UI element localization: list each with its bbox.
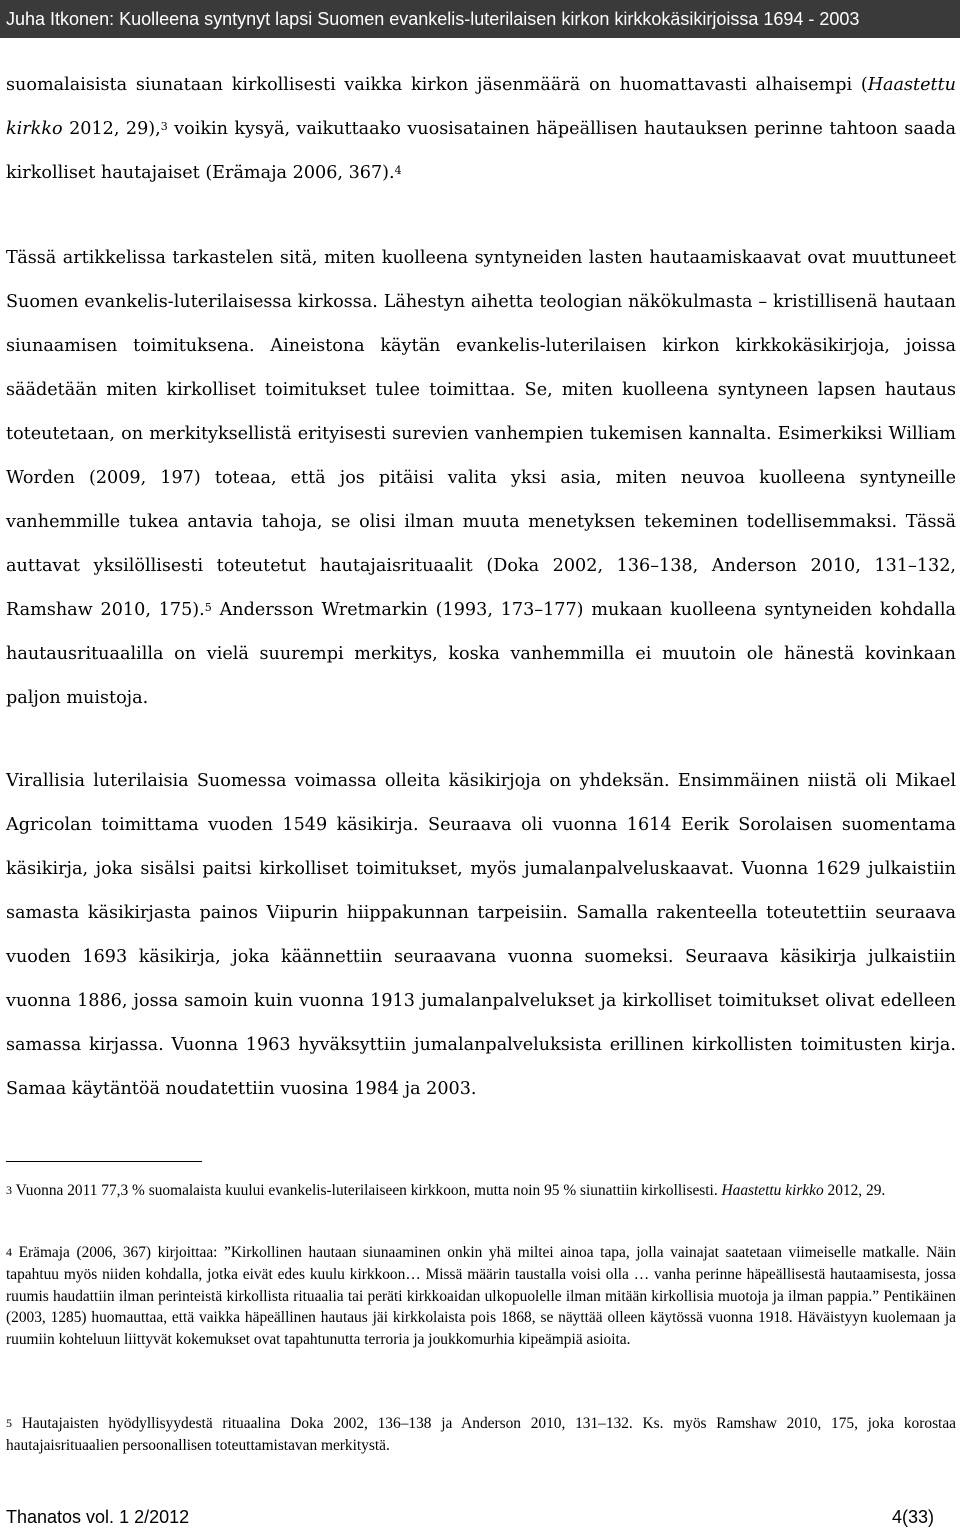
footnote-ref-5[interactable]: 5 [204, 601, 212, 614]
running-header: Juha Itkonen: Kuolleena syntynyt lapsi Suomen evankelis-luterilaisen kirkon kirkkokäsikirjoissa 1694 - 2003 [0, 0, 960, 38]
footnote-4-number: 4 [6, 1245, 12, 1259]
footnote-4 [6, 1242, 956, 1351]
footer-page-number: 4(33) [891, 1507, 934, 1527]
paragraph-3: Virallisia luterilaisia Suomessa voimassa olleita käsikirjoja on yhdeksän. Ensimmäinen niistä oli Mikael Agricolan toimittama vuoden 1549 käsikirja. Seuraava oli vuonna 1614 Eerik Sorolaisen suomentama käsikirja, joka sisälsi paitsi kirkolliset toimitukset, myös jumalanpalveluskaavat. Vuonna 1629 julkaistiin samasta käsikirjasta painos Viipurin hiippakunnan tarpeisiin. Samalla rakenteella toteutettiin seuraava vuoden 1693 käsikirja, joka käännettiin seuraavana vuonna suomeksi. Seuraava käsikirja julkaistiin vuonna 1886, jossa samoin kuin vuonna 1913 jumalanpalvelukset ja kirkolliset toimitukset olivat edelleen samassa kirjassa. Vuonna 1963 hyväksyttiin jumalanpalveluksista erillinen kirkollisten toimitusten kirja. Samaa käytäntöä noudatettiin vuosina 1984 ja 2003. [6, 771, 956, 1099]
footnote-3-italic-title: Haastettu kirkko [721, 1182, 824, 1199]
footnote-4-text: Erämaja (2006, 367) kirjoittaa: ”Kirkollinen hautaan siunaaminen onkin yhä miltei ainoa tapa, jolla vainajat saatetaan viimeiselle matkalle. Näin tapahtuu myös niiden kohdalla, jotka eivät edes kuulu kirkkoon… Missä määrin taustalla voisi olla … vanha perinne häpeällisestä hautaamisesta, jossa ruumis haudattiin ilman perinteistä kirkollista rituaalia tai peräti kirkkoaidan ulkopuolelle ilman mitään kirkollisia muotoja ja ilman pappia.” Pentikäinen (2003, 1285) huomauttaa, että vaikka häpeällinen hautaus jäi kirkkolaista pois 1868, se näyttää olleen käytössä vuonna 1918. Häväistyyn kuolemaan ja ruumiin kohteluun liittyvät kokemukset ovat tapahtunutta terroria ja joukkomurhia kipeämpiä asioita. [6, 1244, 956, 1349]
paragraph-1-text-a: suomalaisista siunataan kirkollisesti vaikka kirkon jäsenmäärä on huomattavasti alhaisempi ( [6, 75, 868, 95]
footnote-3-text-b: 2012, 29. [823, 1182, 886, 1199]
paragraph-2-text-a: Tässä artikkelissa tarkastelen sitä, miten kuolleena syntyneiden lasten hautaamiskaavat ovat muuttuneet Suomen evankelis-luterilaisessa kirkossa. Lähestyn aihetta teologian näkökulmasta – kristillisenä hautaan siunaamisen toimituksena. Aineistona käytän evankelis-luterilaisen kirkon kirkkokäsikirjoja, joissa säädetään miten kirkolliset toimitukset tulee toimittaa. Se, miten kuolleena syntyneen lapsen hautaus toteutetaan, on merkityksellistä erityisesti surevien vanhempien tukemisen kannalta. Esimerkiksi William Worden (2009, 197) toteaa, että jos pitäisi valita yksi asia, miten neuvoa kuolleena syntyneille vanhemmille tukea antavia tahoja, se olisi ilman muuta menetyksen tekeminen todellisemmaksi. Tässä auttavat yksilöllisesti toteutetut hautajaisrituaalit (Doka 2002, 136–138, Anderson 2010, 131–132, Ramshaw 2010, 175). [6, 248, 956, 620]
paragraph-1-text-b: 2012, 29), [62, 119, 161, 139]
paragraph-2-text-b: Andersson Wretmarkin (1993, 173–177) mukaan kuolleena syntyneiden kohdalla hautausrituaalilla on vielä suurempi merkitys, koska vanhemmilla ei muutoin ole hänestä kovinkaan paljon muistoja. [6, 600, 957, 708]
footnote-5-text: Hautajaisten hyödyllisyydestä rituaalina Doka 2002, 136–138 ja Anderson 2010, 131–132. Ks. myös Ramshaw 2010, 175, joka korostaa hautajaisrituaalien persoonallisen toteuttamistavan merkitystä. [6, 1415, 956, 1454]
footnote-ref-3[interactable]: 3 [160, 120, 168, 133]
paragraph-1 [6, 63, 956, 195]
paragraph-1-italic-title: Haastettu kirkko [6, 75, 956, 139]
footnote-3 [6, 1180, 956, 1202]
footnote-5-number: 5 [6, 1416, 12, 1430]
paragraph-1-text-c: voikin kysyä, vaikuttaako vuosisatainen häpeällisen hautauksen perinne tahtoon saada kirkolliset hautajaiset (Erämaja 2006, 367). [6, 119, 956, 183]
footnote-5 [6, 1413, 956, 1457]
footnote-3-number: 3 [6, 1183, 12, 1197]
footnote-separator [6, 1161, 202, 1162]
footnote-ref-4[interactable]: 4 [394, 164, 402, 177]
footer-journal: Thanatos vol. 1 2/2012 [6, 1507, 190, 1527]
paragraph-2 [6, 236, 956, 720]
footnote-3-text-a: Vuonna 2011 77,3 % suomalaista kuului evankelis-luterilaiseen kirkkoon, mutta noin 95 % siunattiin kirkollisesti. [12, 1182, 722, 1199]
